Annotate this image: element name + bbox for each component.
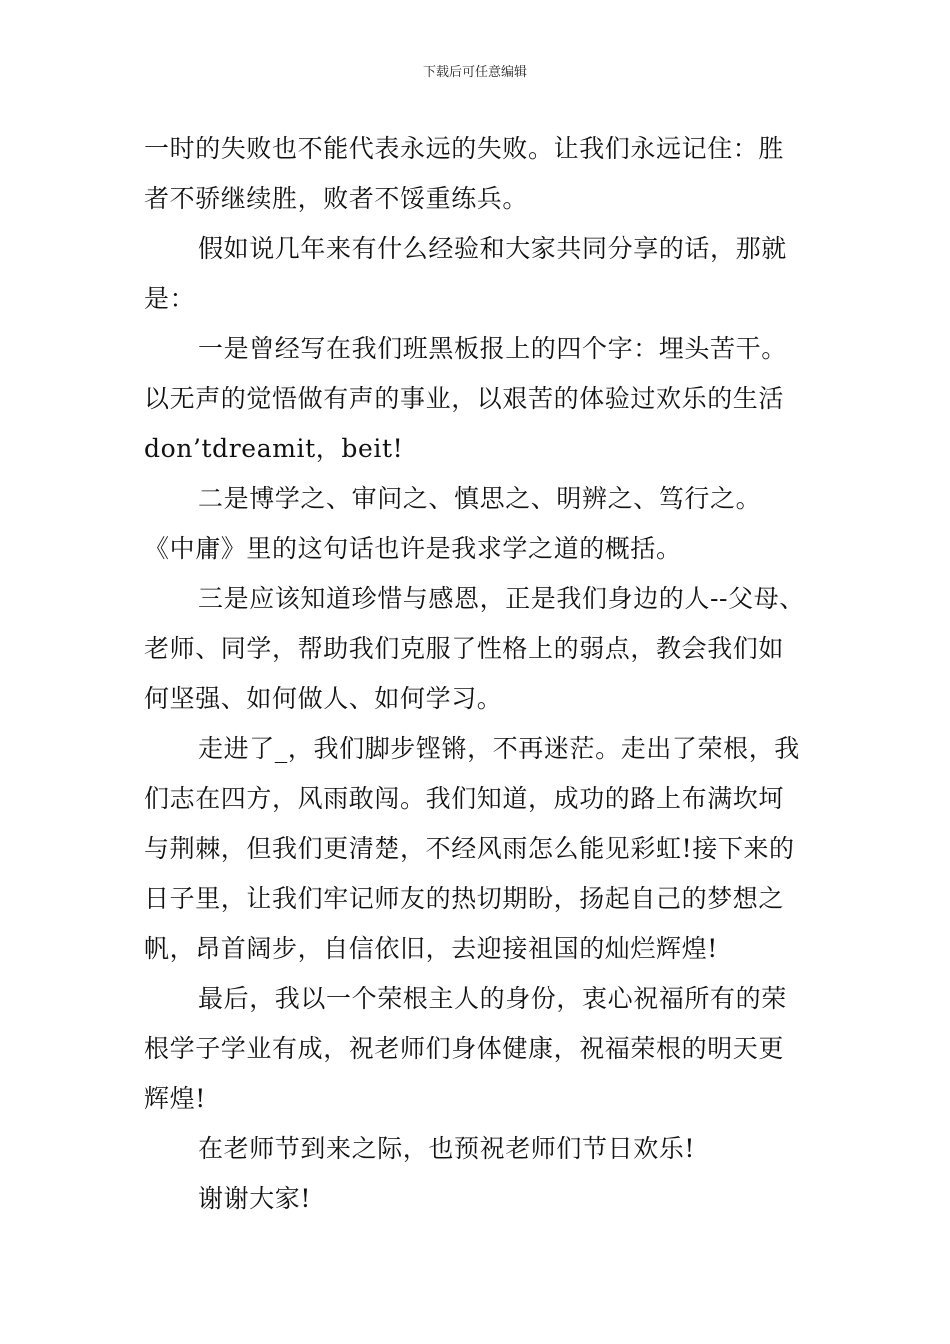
text-line: 以无声的觉悟做有声的事业，以艰苦的体验过欢乐的生活 xyxy=(144,384,785,413)
text-line: 假如说几年来有什么经验和大家共同分享的话，那就 xyxy=(198,234,787,263)
text-line: 日子里，让我们牢记师友的热切期盼，扬起自己的梦想之 xyxy=(144,884,785,913)
text-line: 最后，我以一个荣根主人的身份，衷心祝福所有的荣 xyxy=(198,984,787,1013)
text-line: 一是曾经写在我们班黑板报上的四个字：埋头苦干。 xyxy=(198,334,787,363)
text-line: 三是应该知道珍惜与感恩，正是我们身边的人--父母、 xyxy=(198,584,805,613)
text-line: 《中庸》里的这句话也许是我求学之道的概括。 xyxy=(144,534,682,563)
document-body xyxy=(144,124,814,1224)
text-line: don’tdreamit，beit! xyxy=(144,434,404,463)
text-line: 谢谢大家! xyxy=(198,1184,312,1213)
page-header: 下载后可任意编辑 xyxy=(422,65,527,80)
text-line: 走进了_，我们脚步铿锵，不再迷茫。走出了荣根，我 xyxy=(198,734,800,763)
text-line: 与荆棘，但我们更清楚，不经风雨怎么能见彩虹!接下来的 xyxy=(144,834,795,863)
text-line: 们志在四方，风雨敢闯。我们知道，成功的路上布满坎坷 xyxy=(144,784,785,813)
text-line: 根学子学业有成，祝老师们身体健康，祝福荣根的明天更 xyxy=(144,1034,785,1063)
text-line: 在老师节到来之际，也预祝老师们节日欢乐! xyxy=(198,1134,696,1163)
text-line: 二是博学之、审问之、慎思之、明辨之、笃行之。 xyxy=(198,484,762,513)
text-line: 老师、同学，帮助我们克服了性格上的弱点，教会我们如 xyxy=(144,634,785,663)
text-line: 何坚强、如何做人、如何学习。 xyxy=(144,684,503,713)
text-line: 一时的失败也不能代表永远的失败。让我们永远记住：胜 xyxy=(144,134,785,163)
text-line: 帆，昂首阔步，自信依旧，去迎接祖国的灿烂辉煌! xyxy=(144,934,718,963)
text-line: 辉煌! xyxy=(144,1084,206,1113)
text-line: 是： xyxy=(144,284,196,313)
text-line: 者不骄继续胜，败者不馁重练兵。 xyxy=(144,184,529,213)
